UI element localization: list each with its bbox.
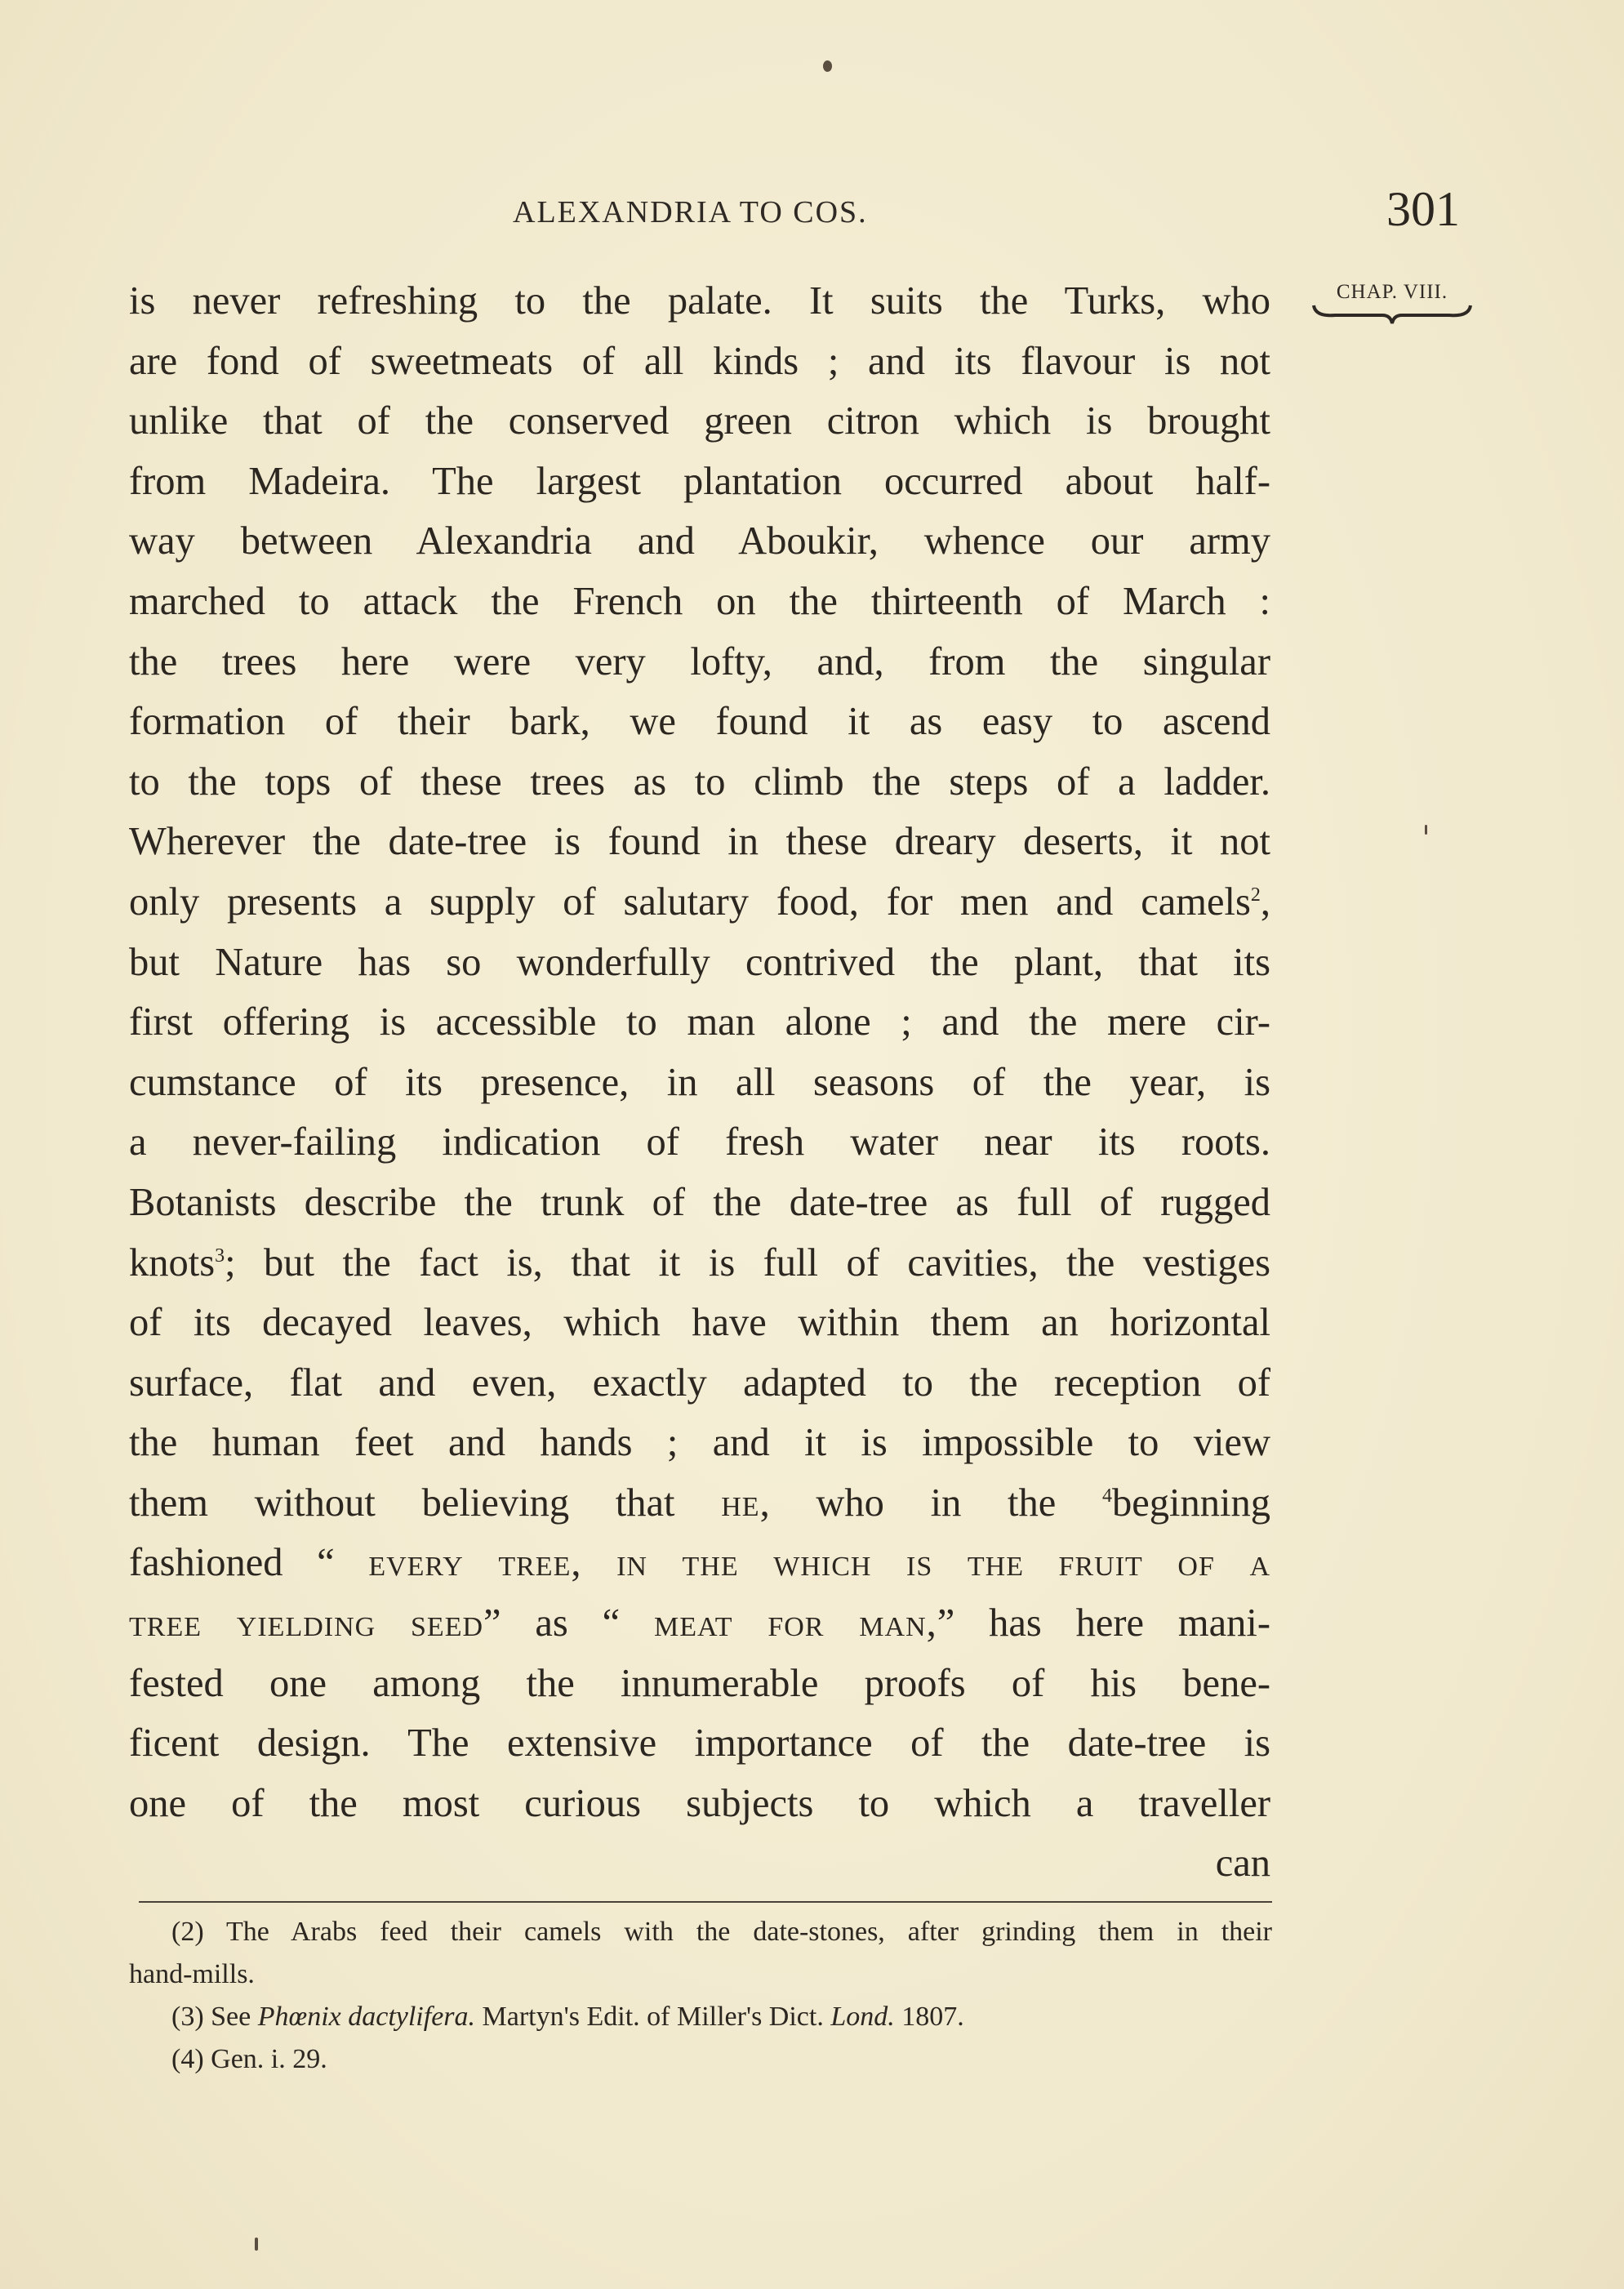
text-line: one of the most curious subjects to which a traveller (129, 1781, 1270, 1825)
text-segment: ” has here mani- (937, 1601, 1271, 1645)
text-line: first offering is accessible to man alone ; and the mere cir- (129, 1000, 1270, 1044)
small-caps-quote: every tree, in the which is the fruit of a (368, 1541, 1271, 1585)
text-line: but Nature has so wonderfully contrived the plant, that its (129, 940, 1270, 984)
species-name: Phœnix dactylifera. (257, 2002, 476, 2032)
text-line: cumstance of its presence, in all seasons of the year, is (129, 1060, 1270, 1104)
text-line: formation of their bark, we found it as easy to ascend (129, 700, 1270, 744)
text-line: unlike that of the conserved green citron which is brought (129, 399, 1270, 443)
page-number: 301 (1386, 182, 1460, 236)
text-segment: , (1260, 880, 1270, 924)
footnote-rule (139, 1901, 1272, 1903)
text-line (129, 872, 1270, 933)
text-line: fested one among the innumerable proofs of his bene- (129, 1661, 1270, 1705)
text-line (129, 1233, 1270, 1294)
text-segment: fashioned (129, 1541, 283, 1585)
text-line (129, 1473, 1270, 1534)
ink-speck (1425, 825, 1427, 835)
footnote-3 (129, 1996, 1272, 2038)
footnote-2-continuation: hand-mills. (129, 1959, 255, 1989)
text-segment: ” as “ (483, 1601, 621, 1645)
footnote-ref: 4 (1102, 1485, 1113, 1507)
text-line: the human feet and hands ; and it is impossible to view (129, 1421, 1270, 1465)
text-line: Botanists describe the trunk of the date-tree as full of rugged (129, 1180, 1270, 1224)
footnote-ref: 3 (215, 1245, 225, 1267)
text-line: ficent design. The extensive importance of the date-tree is (129, 1721, 1270, 1766)
footnote-text: Martyn's Edit. of Miller's Dict. (482, 2002, 824, 2032)
footnote-ref: 2 (1250, 884, 1261, 906)
ink-speck (255, 2238, 258, 2251)
text-line: surface, flat and even, exactly adapted to the reception of (129, 1360, 1270, 1405)
text-segment: , who in the (759, 1481, 1057, 1525)
text-line: a never-failing indication of fresh water near its roots. (129, 1120, 1270, 1165)
footnotes (129, 1911, 1272, 2081)
footnote-2: (2) The Arabs feed their camels with the date-stones, after grinding them in their (171, 1917, 1272, 1947)
small-caps-quote: meat for man, (653, 1601, 937, 1645)
chapter-marginal-note (1306, 281, 1478, 325)
text-line: Wherever the date-tree is found in these dreary deserts, it not (129, 820, 1270, 864)
footnote-label: (3) See (171, 2002, 251, 2032)
brace-ornament-icon (1310, 302, 1474, 325)
ink-speck (823, 60, 832, 72)
text-segment: ; but the fact is, that it is full of cavities, the vestiges (225, 1240, 1270, 1285)
text-line: of its decayed leaves, which have within them an horizontal (129, 1301, 1270, 1345)
text-line (129, 1593, 1270, 1654)
text-segment: beginning (1112, 1481, 1271, 1525)
text-line: the trees here were very lofty, and, from the singular (129, 639, 1270, 684)
running-title: ALEXANDRIA TO COS. (513, 195, 868, 229)
text-line (129, 1533, 1270, 1593)
text-line: way between Alexandria and Aboukir, whence our army (129, 519, 1270, 563)
footnote-4: (4) Gen. i. 29. (171, 2044, 327, 2074)
footnote-year: 1807. (901, 2002, 964, 2032)
small-caps-quote: tree yielding seed (129, 1601, 484, 1645)
text-segment: only presents a supply of salutary food, for men and camels (129, 880, 1251, 924)
place-abbrev: Lond. (830, 2002, 895, 2032)
text-line: marched to attack the French on the thirteenth of March : (129, 579, 1270, 623)
text-line: are fond of sweetmeats of all kinds ; and its flavour is not (129, 339, 1270, 383)
chapter-label: CHAP. VIII. (1336, 281, 1448, 303)
text-segment: knots (129, 1240, 216, 1285)
text-line: is never refreshing to the palate. It suits the Turks, who (129, 279, 1270, 323)
small-caps-word: he (721, 1481, 760, 1525)
text-segment: them without believing that (129, 1481, 675, 1525)
text-line: from Madeira. The largest plantation occurred about half- (129, 459, 1270, 503)
open-quote: “ (317, 1541, 335, 1585)
body-text (129, 271, 1270, 1894)
text-line: to the tops of these trees as to climb the steps of a ladder. (129, 759, 1270, 804)
catchword: can (1215, 1841, 1270, 1886)
